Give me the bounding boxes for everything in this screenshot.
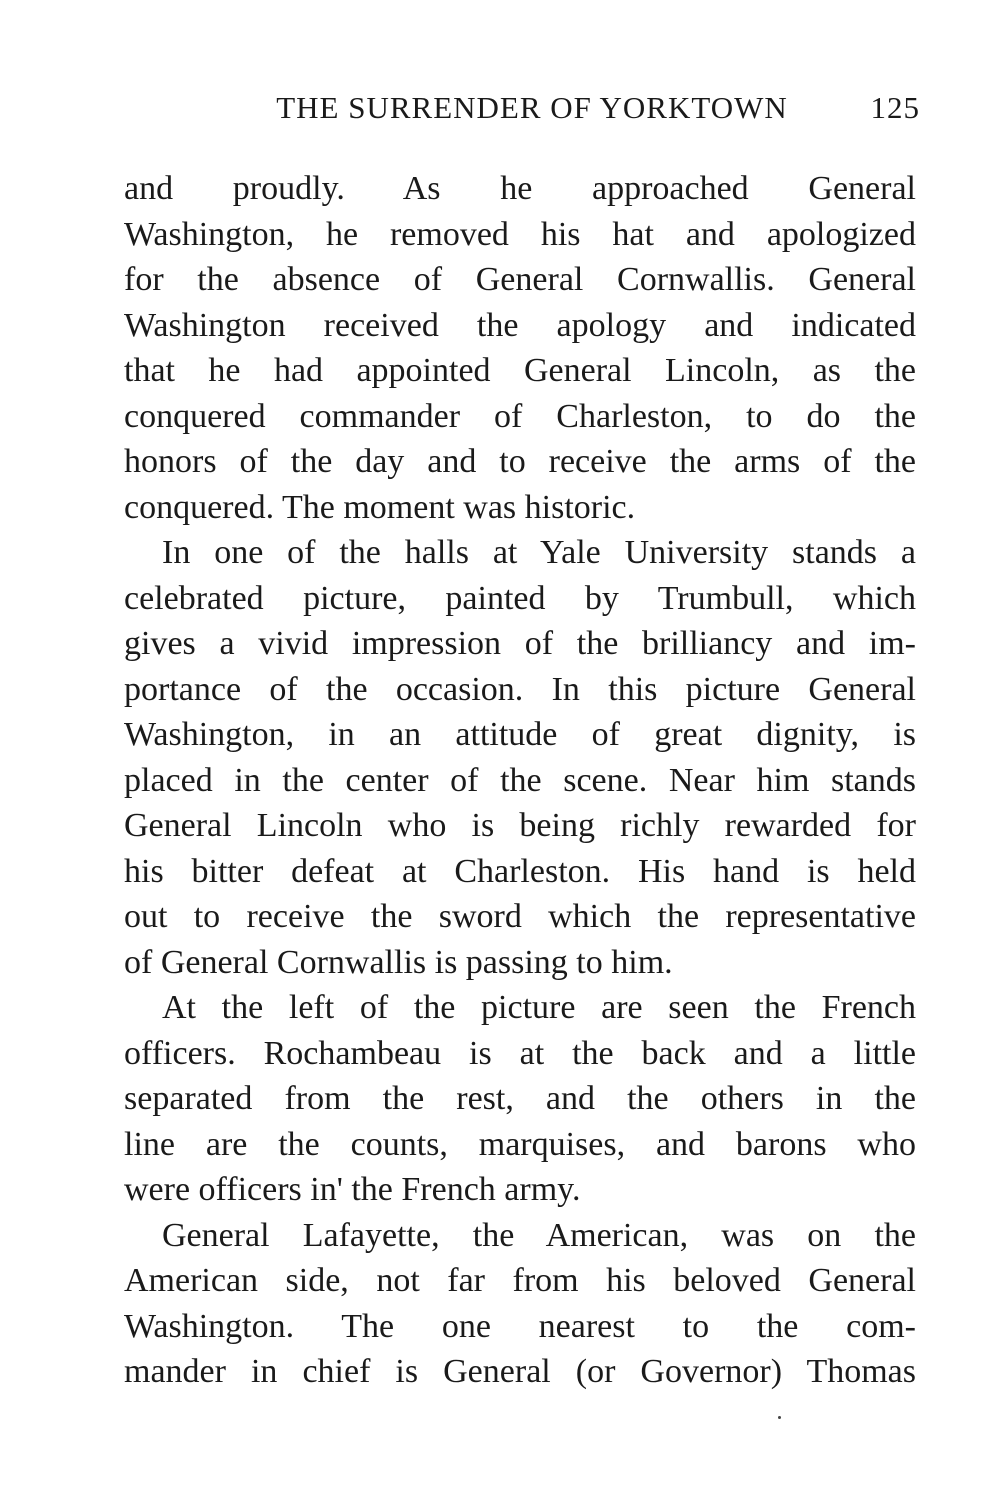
text-line: conquered. The moment was historic.: [124, 488, 636, 526]
text-line: separated from the rest, and the others in the: [124, 1080, 916, 1117]
text-line: honors of the day and to receive the arms of the: [124, 443, 916, 480]
text-line: placed in the center of the scene. Near him stands: [124, 761, 916, 799]
running-title: THE SURRENDER OF YORKTOWN: [276, 90, 788, 125]
text-line: Washington, in an attitude of great dignity, is: [124, 716, 916, 753]
text-line: General Lafayette, the American, was on the: [162, 1216, 916, 1254]
text-line: portance of the occasion. In this picture General: [124, 670, 916, 708]
text-line: mander in chief is General (or Governor) Thomas: [124, 1353, 916, 1390]
text-line: line are the counts, marquises, and barons who: [124, 1125, 916, 1163]
text-line: American side, not far from his beloved General: [124, 1262, 916, 1299]
text-line: At the left of the picture are seen the French: [162, 989, 916, 1026]
running-header: [124, 86, 920, 130]
text-line: conquered commander of Charleston, to do the: [124, 397, 916, 435]
text-line: out to receive the sword which the representative: [124, 898, 916, 935]
page-number: 125: [870, 90, 920, 125]
text-line: and proudly. As he approached General: [124, 170, 916, 207]
text-line: of General Cornwallis is passing to him.: [124, 943, 673, 981]
text-line: that he had appointed General Lincoln, as the: [124, 352, 916, 389]
text-line: Washington, he removed his hat and apologized: [124, 215, 916, 253]
text-line: were officers in' the French army.: [124, 1171, 581, 1208]
body-text: [124, 166, 916, 1395]
text-line: celebrated picture, painted by Trumbull, which: [124, 579, 916, 617]
text-line: his bitter defeat at Charleston. His hand is held: [124, 852, 916, 890]
text-line: for the absence of General Cornwallis. General: [124, 261, 916, 298]
text-line: gives a vivid impression of the brilliancy and im-: [124, 625, 916, 662]
text-line: officers. Rochambeau is at the back and a little: [124, 1034, 916, 1072]
text-line: In one of the halls at Yale University stands a: [162, 534, 916, 571]
text-line: General Lincoln who is being richly rewarded for: [124, 807, 916, 844]
print-speck: [778, 1416, 781, 1419]
text-line: Washington. The one nearest to the com-: [124, 1307, 916, 1345]
text-line: Washington received the apology and indicated: [124, 306, 916, 344]
